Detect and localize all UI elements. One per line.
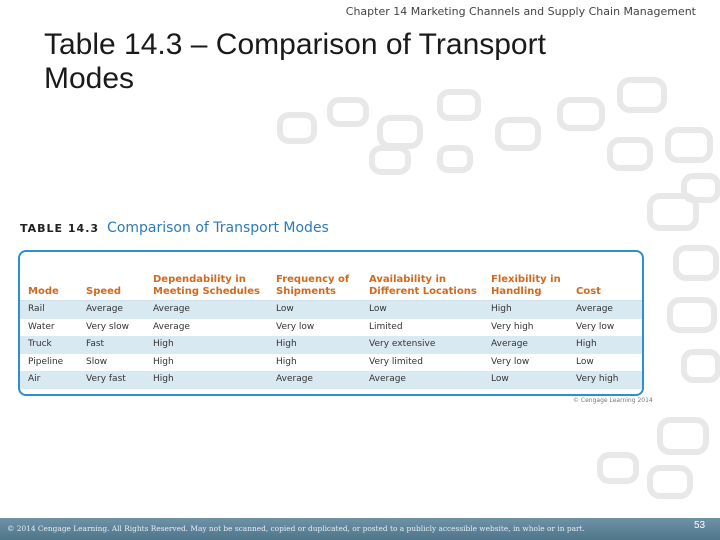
table-cell: Average	[145, 301, 268, 319]
table-title: Comparison of Transport Modes	[107, 220, 329, 236]
page-number: 53	[694, 520, 706, 531]
column-header-frequency: Frequency of Shipments	[268, 252, 361, 301]
table-cell: High	[483, 301, 568, 319]
table-cell: Fast	[78, 336, 145, 354]
table-cell: High	[145, 336, 268, 354]
table-header-row	[20, 252, 642, 301]
table-cell: Pipeline	[20, 354, 78, 372]
table-cell: High	[268, 354, 361, 372]
table-caption	[20, 220, 329, 236]
table-cell: Very fast	[78, 371, 145, 389]
table-cell: Very high	[568, 371, 642, 389]
table-cell: Water	[20, 319, 78, 337]
table-cell: Very extensive	[361, 336, 483, 354]
column-header-flexibility: Flexibility in Handling	[483, 252, 568, 301]
table-cell: Very slow	[78, 319, 145, 337]
table-cell: Low	[483, 371, 568, 389]
table-cell: Very high	[483, 319, 568, 337]
comparison-table	[20, 252, 642, 389]
table-cell: Very low	[268, 319, 361, 337]
column-header-dependability: Dependability in Meeting Schedules	[145, 252, 268, 301]
table-cell: Average	[568, 301, 642, 319]
comparison-table-frame	[18, 250, 644, 396]
table-cell: Very limited	[361, 354, 483, 372]
table-cell: Average	[145, 319, 268, 337]
column-header-cost: Cost	[568, 252, 642, 301]
image-credit: © Cengage Learning 2014	[573, 397, 653, 404]
table-cell: Slow	[78, 354, 145, 372]
table-cell: Air	[20, 371, 78, 389]
table-label: TABLE 14.3	[20, 222, 100, 235]
slide-title: Table 14.3 – Comparison of Transport Modes	[44, 28, 546, 95]
table-cell: Limited	[361, 319, 483, 337]
table-cell: High	[145, 354, 268, 372]
table-cell: High	[268, 336, 361, 354]
chapter-header: Chapter 14 Marketing Channels and Supply Chain Management	[345, 5, 696, 18]
table-cell: Rail	[20, 301, 78, 319]
table-cell: Low	[268, 301, 361, 319]
table-cell: Very low	[568, 319, 642, 337]
table-cell: Low	[568, 354, 642, 372]
table-cell: Average	[78, 301, 145, 319]
table-row	[20, 354, 642, 372]
table-row	[20, 301, 642, 319]
table-cell: Average	[483, 336, 568, 354]
table-cell: High	[145, 371, 268, 389]
column-header-mode: Mode	[20, 252, 78, 301]
table-row	[20, 336, 642, 354]
table-cell: Very low	[483, 354, 568, 372]
table-cell: Truck	[20, 336, 78, 354]
table-cell: High	[568, 336, 642, 354]
table-cell: Low	[361, 301, 483, 319]
copyright-notice: © 2014 Cengage Learning. All Rights Reserved. May not be scanned, copied or duplicated, or posted to a publicly accessible website, in whole or in part.	[7, 524, 585, 533]
table-row	[20, 371, 642, 389]
footer-bar	[0, 518, 720, 540]
table-cell: Average	[268, 371, 361, 389]
column-header-availability: Availability in Different Locations	[361, 252, 483, 301]
table-cell: Average	[361, 371, 483, 389]
column-header-speed: Speed	[78, 252, 145, 301]
table-row	[20, 319, 642, 337]
